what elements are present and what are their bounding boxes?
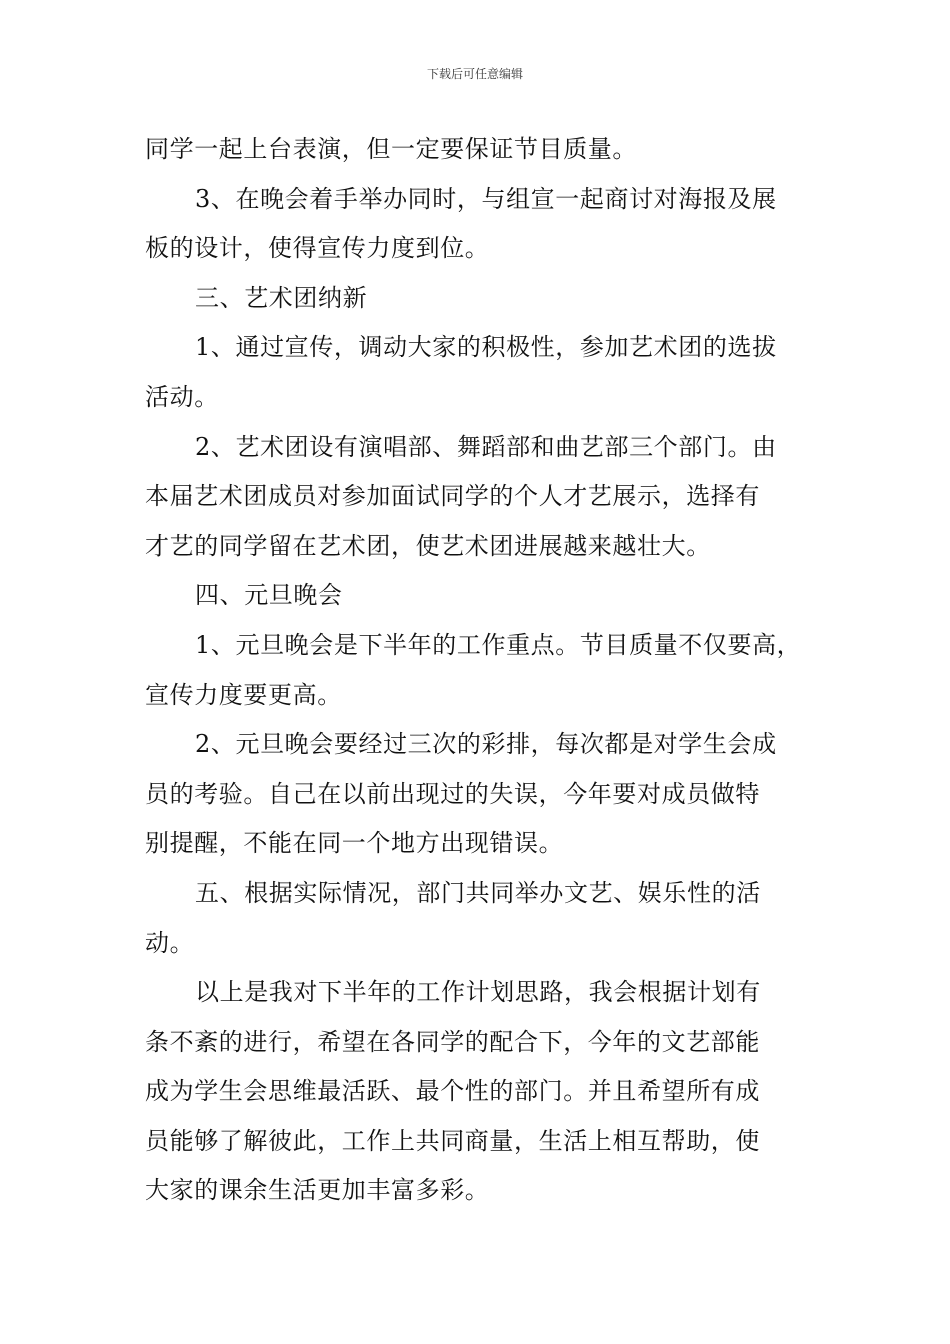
text-line: 活动。 xyxy=(145,382,219,411)
text-line: 大家的课余生活更加丰富多彩。 xyxy=(145,1176,490,1205)
text-line: 本届艺术团成员对参加面试同学的个人才艺展示，选择有 xyxy=(145,482,760,511)
document-body xyxy=(145,125,810,1216)
paragraph-start-line: 2、元旦晚会要经过三次的彩排，每次都是对学生会成 xyxy=(195,730,777,759)
text-line: 才艺的同学留在艺术团，使艺术团进展越来越壮大。 xyxy=(145,531,711,560)
text-line: 员的考验。自己在以前出现过的失误，今年要对成员做特 xyxy=(145,779,760,808)
text-line: 动。 xyxy=(145,928,195,957)
page-header-note: 下载后可任意编辑 xyxy=(426,67,523,81)
text-line: 员能够了解彼此，工作上共同商量，生活上相互帮助，使 xyxy=(145,1126,760,1155)
text-line: 别提醒，不能在同一个地方出现错误。 xyxy=(145,829,564,858)
paragraph-start-line: 以上是我对下半年的工作计划思路，我会根据计划有 xyxy=(195,978,761,1007)
text-line: 宣传力度要更高。 xyxy=(145,680,342,709)
paragraph-start-line: 3、在晚会着手举办同时，与组宣一起商讨对海报及展 xyxy=(195,184,777,213)
section-heading: 四、元旦晚会 xyxy=(195,581,343,610)
paragraph-start-line: 1、元旦晚会是下半年的工作重点。节目质量不仅要高， xyxy=(195,630,802,659)
section-heading: 三、艺术团纳新 xyxy=(195,283,368,312)
text-line: 同学一起上台表演，但一定要保证节目质量。 xyxy=(145,135,637,163)
text-line: 板的设计，使得宣传力度到位。 xyxy=(145,234,490,263)
text-line: 成为学生会思维最活跃、最个性的部门。并且希望所有成 xyxy=(145,1077,760,1106)
text-line: 条不紊的进行，希望在各同学的配合下，今年的文艺部能 xyxy=(145,1027,760,1056)
paragraph-start-line: 2、艺术团设有演唱部、舞蹈部和曲艺部三个部门。由 xyxy=(195,432,777,461)
section-heading: 五、根据实际情况，部门共同举办文艺、娱乐性的活 xyxy=(195,878,761,907)
paragraph-start-line: 1、通过宣传，调动大家的积极性，参加艺术团的选拔 xyxy=(195,333,777,362)
